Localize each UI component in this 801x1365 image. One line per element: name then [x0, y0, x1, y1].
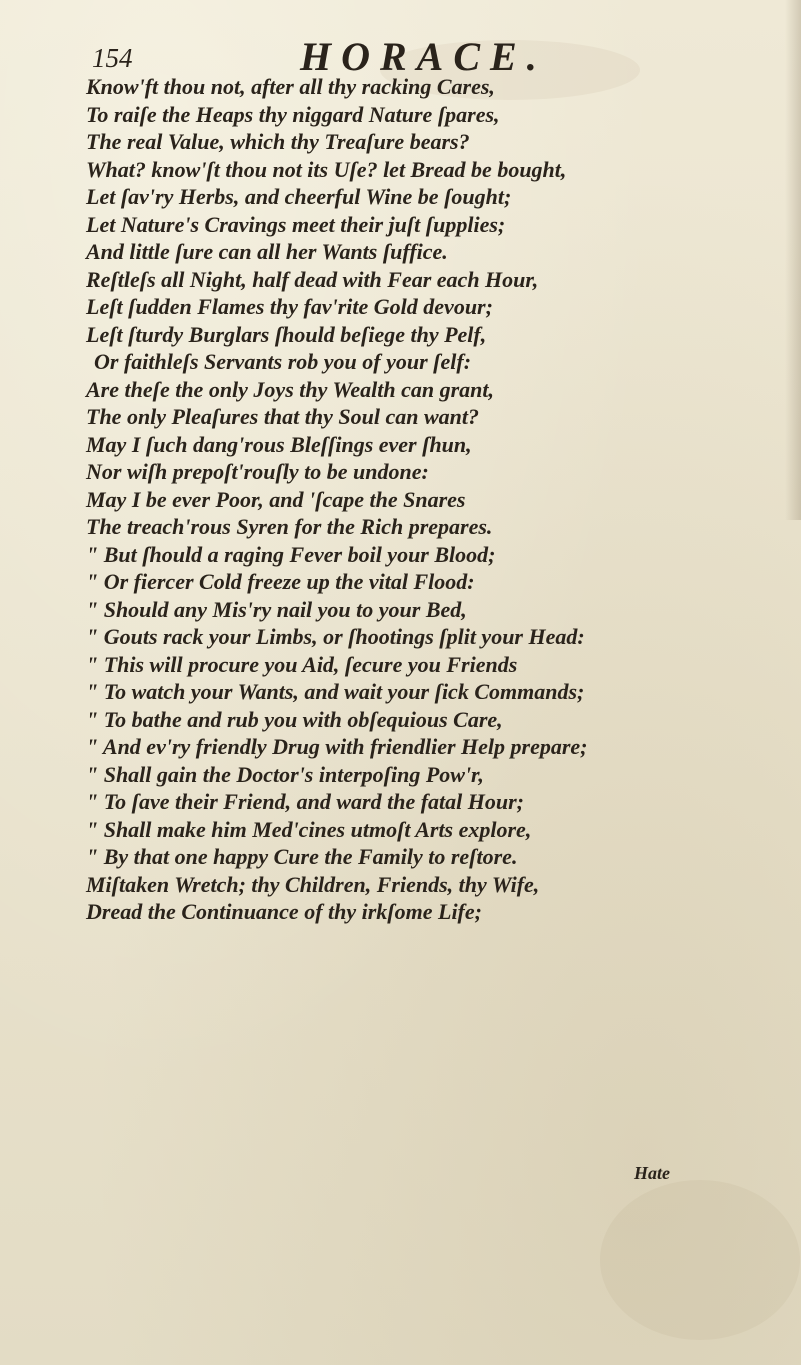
verse-line: " Or fiercer Cold freeze up the vital Flood: — [86, 569, 475, 594]
verse-line: " But ſhould a raging Fever boil your Blood; — [86, 541, 496, 567]
verse-line: Are theſe the only Joys thy Wealth can grant, — [86, 376, 495, 402]
verse-line: " Shall gain the Doctor's interpoſing Pow'r, — [86, 761, 484, 787]
verse-line: " And ev'ry friendly Drug with friendlier Help prepare; — [86, 734, 588, 759]
verse-line: " Should any Mis'ry nail you to your Bed, — [86, 596, 467, 622]
verse-line: Reſtleſs all Night, half dead with Fear each Hour, — [86, 266, 539, 292]
verse-line: What? know'ſt thou not its Uſe? let Bread be bought, — [86, 156, 567, 182]
verse-line: " Gouts rack your Limbs, or ſhootings ſplit your Head: — [86, 624, 585, 649]
page-edge-shadow — [785, 0, 801, 520]
verse-line: Leſt ſudden Flames thy fav'rite Gold devour; — [86, 294, 493, 319]
catchword: Hate — [634, 1163, 670, 1183]
verse-block — [86, 73, 786, 926]
verse-line: The treach'rous Syren for the Rich prepares. — [86, 514, 493, 539]
verse-line: And little ſure can all her Wants ſuffice. — [86, 239, 448, 264]
verse-line: Miſtaken Wretch; thy Children, Friends, thy Wife, — [86, 871, 540, 897]
verse-line: " To watch your Wants, and wait your ſick Commands; — [86, 679, 585, 704]
verse-line: Know'ft thou not, after all thy racking Cares, — [86, 74, 495, 99]
verse-line: Nor wiſh prepoſt'rouſly to be undone: — [86, 459, 429, 484]
running-head: HORACE. — [300, 34, 547, 79]
verse-line: Dread the Continuance of thy irkſome Life; — [86, 899, 482, 924]
verse-line: " This will procure you Aid, ſecure you Friends — [86, 651, 518, 677]
verse-line: " By that one happy Cure the Family to reſtore. — [86, 844, 518, 869]
verse-line: " Shall make him Med'cines utmoſt Arts explore, — [86, 816, 532, 842]
page-number: 154 — [92, 43, 133, 73]
verse-line: The real Value, which thy Treaſure bears? — [86, 129, 470, 154]
verse-line: " To ſave their Friend, and ward the fatal Hour; — [86, 789, 524, 814]
paper-stain — [600, 1180, 800, 1340]
verse-line: The only Pleaſures that thy Soul can want? — [86, 404, 479, 429]
verse-line: Let ſav'ry Herbs, and cheerful Wine be ſought; — [86, 184, 512, 209]
verse-line: Let Nature's Cravings meet their juſt ſupplies; — [86, 211, 506, 237]
verse-line: " To bathe and rub you with obſequious Care, — [86, 706, 503, 732]
verse-line: May I be ever Poor, and 'ſcape the Snares — [86, 486, 466, 512]
verse-line: Leſt ſturdy Burglars ſhould beſiege thy Pelf, — [86, 321, 487, 347]
verse-line: Or faithleſs Servants rob you of your ſelf: — [94, 349, 472, 374]
verse-line: May I ſuch dang'rous Bleſſings ever ſhun, — [86, 431, 472, 457]
verse-line: To raiſe the Heaps thy niggard Nature ſpares, — [86, 101, 500, 127]
